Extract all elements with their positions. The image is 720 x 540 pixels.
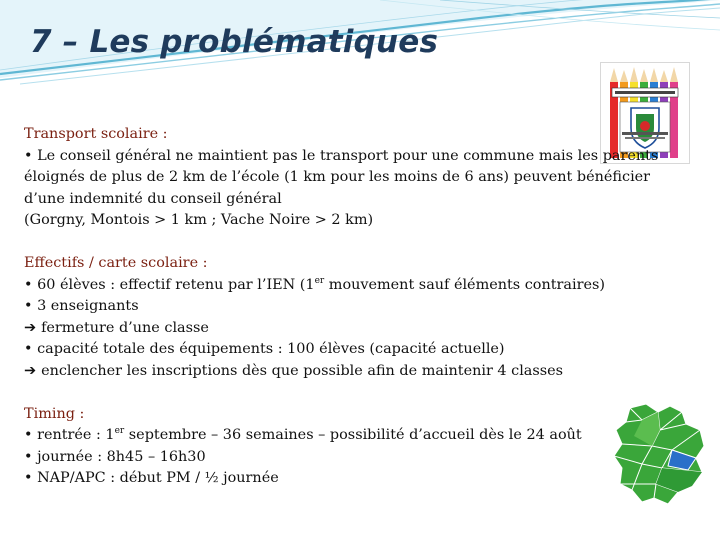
section-transport xyxy=(24,124,674,232)
list-item: (Gorgny, Montois > 1 km ; Vache Noire > 2 km) xyxy=(24,212,374,229)
text-part: enclencher les inscriptions dès que possible afin de maintenir 4 classes xyxy=(41,362,564,379)
list-item xyxy=(24,318,674,340)
list-item: • journée : 8h45 – 16h30 xyxy=(24,448,206,465)
section-heading-transport: Transport scolaire : xyxy=(24,126,168,142)
superscript: er xyxy=(114,426,125,437)
arrow-right-icon: ➔ xyxy=(24,319,37,336)
text-part: mouvement sauf éléments contraires) xyxy=(324,276,605,293)
section-effectifs xyxy=(24,253,674,383)
list-item xyxy=(24,275,674,297)
list-item: • Le conseil général ne maintient pas le transport pour une commune mais les parents éloignés de plus de 2 km de l’école (1 km pour les moins de 6 ans) peuvent bénéficier d’une indemnité du conseil général xyxy=(24,147,659,207)
section-timing xyxy=(24,404,674,490)
superscript: er xyxy=(314,275,325,286)
text-part: septembre – 36 semaines – possibilité d’accueil dès le 24 août xyxy=(124,427,582,444)
text-part: fermeture d’une classe xyxy=(41,319,209,336)
list-item xyxy=(24,361,674,383)
list-item: • 3 enseignants xyxy=(24,298,139,315)
arrow-right-icon: ➔ xyxy=(24,362,37,379)
list-item: • NAP/APC : début PM / ½ journée xyxy=(24,470,279,487)
section-heading-effectifs: Effectifs / carte scolaire : xyxy=(24,254,208,271)
page-title: 7 – Les problématiques xyxy=(30,24,439,60)
text-part: • rentrée : 1 xyxy=(24,427,115,444)
list-item xyxy=(24,425,674,447)
section-heading-timing: Timing : xyxy=(24,405,85,422)
content-body xyxy=(24,124,674,490)
list-item: • capacité totale des équipements : 100 élèves (capacité actuelle) xyxy=(24,341,505,358)
text-part: • 60 élèves : effectif retenu par l’IEN (1 xyxy=(24,276,315,293)
